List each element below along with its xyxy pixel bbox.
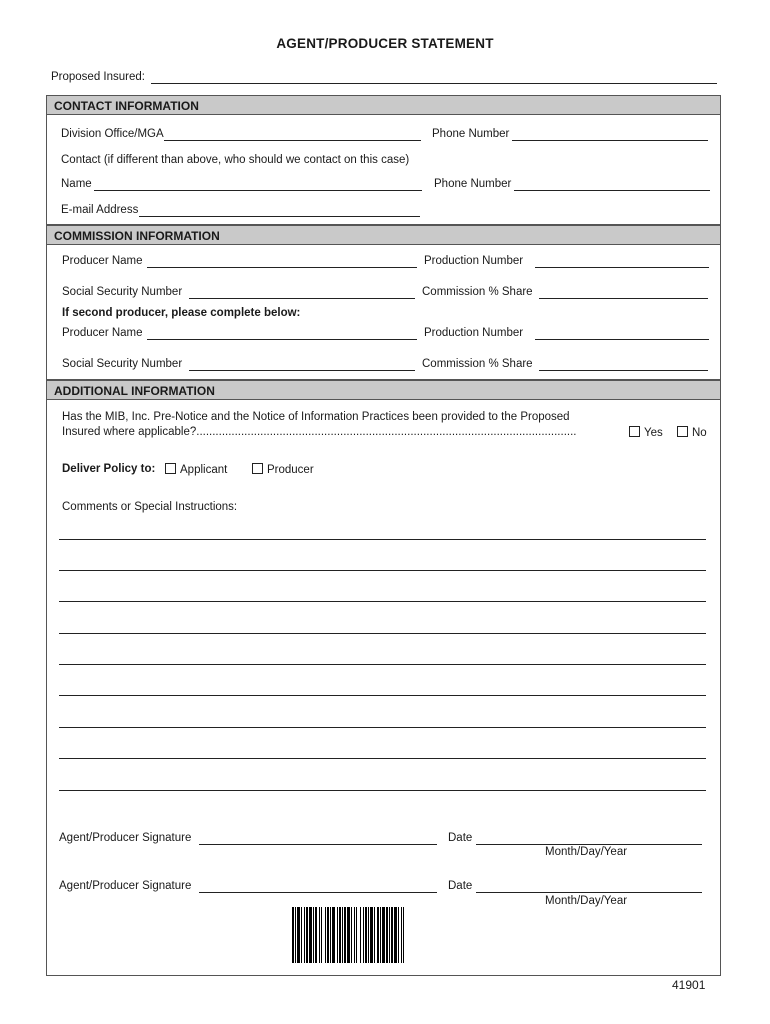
second-producer-note: If second producer, please complete below: — [62, 307, 301, 319]
commission-share-label-1: Commission % Share — [422, 286, 533, 298]
signature-label-2: Agent/Producer Signature — [59, 880, 192, 892]
production-number-field-1[interactable] — [535, 267, 709, 268]
production-number-field-2[interactable] — [535, 339, 709, 340]
ssn-field-1[interactable] — [189, 298, 415, 299]
proposed-insured-field[interactable] — [151, 83, 717, 84]
mib-yes-option[interactable] — [629, 426, 663, 439]
date-field-1[interactable] — [476, 844, 702, 845]
applicant-label: Applicant — [180, 464, 228, 476]
date-format-1: Month/Day/Year — [545, 846, 628, 858]
comments-line[interactable] — [59, 633, 706, 634]
division-office-label: Division Office/MGA — [61, 128, 164, 140]
producer-name-field-2[interactable] — [147, 339, 417, 340]
checkbox-icon[interactable] — [629, 426, 640, 437]
date-format-2: Month/Day/Year — [545, 895, 628, 907]
deliver-producer-option[interactable] — [252, 463, 314, 476]
mib-question-line2: Insured where applicable?....................................................................................................................... — [62, 426, 577, 438]
signature-field-1[interactable] — [199, 844, 437, 845]
form-title: AGENT/PRODUCER STATEMENT — [276, 36, 494, 51]
comments-label: Comments or Special Instructions: — [62, 501, 238, 513]
comments-line[interactable] — [59, 664, 706, 665]
ssn-label-1: Social Security Number — [62, 286, 183, 298]
signature-label-1: Agent/Producer Signature — [59, 832, 192, 844]
commission-section-header: COMMISSION INFORMATION — [46, 225, 721, 245]
producer-name-label-1: Producer Name — [62, 255, 143, 267]
comments-line[interactable] — [59, 790, 706, 791]
ssn-field-2[interactable] — [189, 370, 415, 371]
production-number-label-2: Production Number — [424, 327, 524, 339]
date-label-1: Date — [448, 832, 473, 844]
comments-line[interactable] — [59, 695, 706, 696]
phone-number-label-2: Phone Number — [434, 178, 512, 190]
contact-note: Contact (if different than above, who should we contact on this case) — [61, 154, 410, 166]
phone-number-field-2[interactable] — [514, 190, 710, 191]
mib-no-option[interactable] — [677, 426, 707, 439]
checkbox-icon[interactable] — [165, 463, 176, 474]
mib-question-line1: Has the MIB, Inc. Pre-Notice and the Notice of Information Practices been provided to the Proposed — [62, 411, 570, 423]
date-label-2: Date — [448, 880, 473, 892]
date-field-2[interactable] — [476, 892, 702, 893]
barcode-icon — [292, 907, 456, 963]
comments-line[interactable] — [59, 570, 706, 571]
phone-number-field-1[interactable] — [512, 140, 708, 141]
comments-line[interactable] — [59, 758, 706, 759]
checkbox-icon[interactable] — [677, 426, 688, 437]
contact-section-header: CONTACT INFORMATION — [46, 95, 721, 115]
phone-number-label-1: Phone Number — [432, 128, 510, 140]
additional-section-header: ADDITIONAL INFORMATION — [46, 380, 721, 400]
no-label: No — [692, 427, 707, 439]
checkbox-icon[interactable] — [252, 463, 263, 474]
email-field[interactable] — [139, 216, 420, 217]
email-label: E-mail Address — [61, 204, 139, 216]
signature-field-2[interactable] — [199, 892, 437, 893]
division-office-field[interactable] — [164, 140, 421, 141]
ssn-label-2: Social Security Number — [62, 358, 183, 370]
yes-label: Yes — [644, 427, 663, 439]
comments-line[interactable] — [59, 539, 706, 540]
contact-name-label: Name — [61, 178, 92, 190]
producer-label: Producer — [267, 464, 314, 476]
comments-line[interactable] — [59, 727, 706, 728]
comments-line[interactable] — [59, 601, 706, 602]
proposed-insured-label: Proposed Insured: — [51, 71, 145, 83]
commission-share-field-2[interactable] — [539, 370, 708, 371]
production-number-label-1: Production Number — [424, 255, 524, 267]
deliver-applicant-option[interactable] — [165, 463, 227, 476]
commission-share-label-2: Commission % Share — [422, 358, 533, 370]
commission-share-field-1[interactable] — [539, 298, 708, 299]
producer-name-field-1[interactable] — [147, 267, 417, 268]
contact-name-field[interactable] — [94, 190, 422, 191]
producer-name-label-2: Producer Name — [62, 327, 143, 339]
form-number: 41901 — [672, 978, 706, 992]
deliver-policy-label: Deliver Policy to: — [62, 463, 156, 475]
